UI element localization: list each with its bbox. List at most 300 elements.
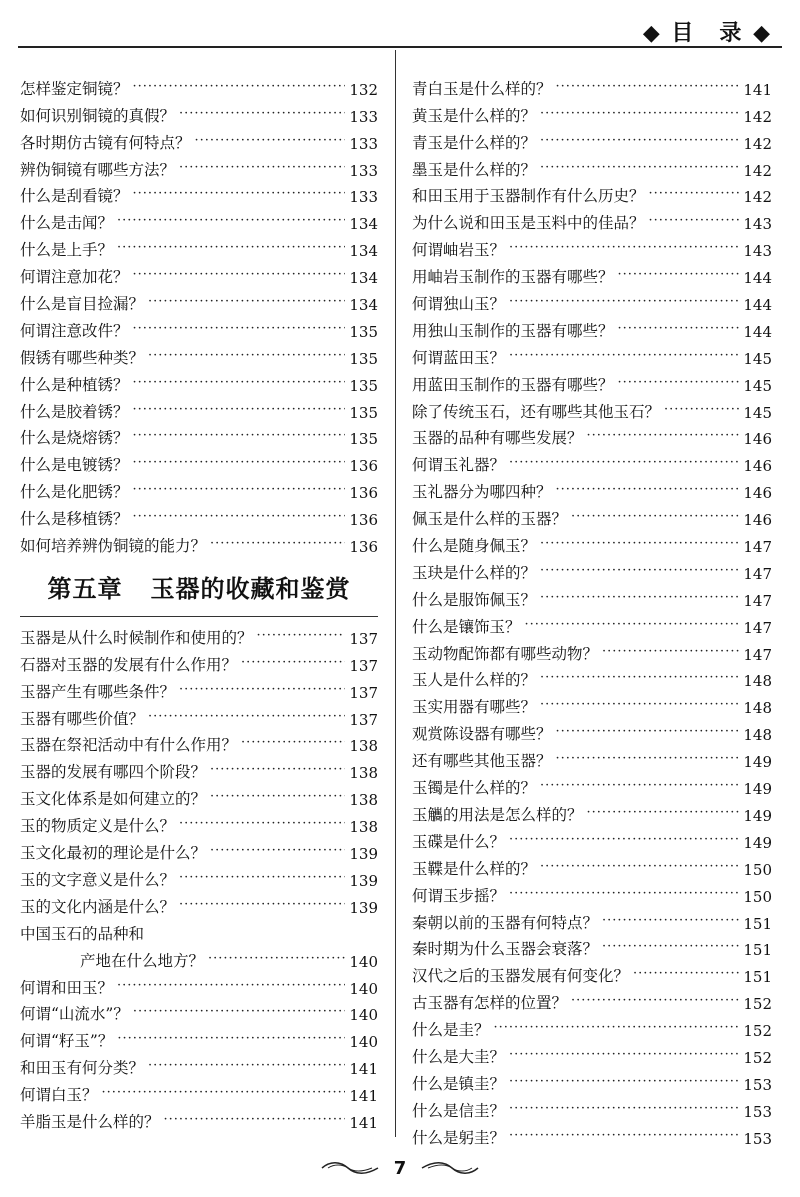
toc-entry-page: 134 — [349, 215, 378, 234]
toc-entry-title: 何谓和田玉？ — [20, 978, 114, 997]
toc-entry-page: 137 — [349, 656, 378, 675]
toc-entry-title: 何谓“山流水”？ — [20, 1005, 129, 1024]
toc-entry[interactable] — [412, 287, 772, 314]
toc-entry-title: 汉代之后的玉器发展有何变化？ — [412, 967, 630, 986]
toc-entry-page: 136 — [349, 484, 378, 503]
toc-entry-title: 什么是烧熔锈？ — [20, 429, 129, 448]
toc-entry[interactable] — [412, 744, 772, 771]
toc-leader-dots — [540, 697, 739, 717]
toc-leader-dots — [148, 348, 345, 368]
toc-leader-dots — [618, 321, 740, 341]
toc-entry-page: 147 — [743, 618, 772, 637]
toc-entry-title: 何谓“籽玉”？ — [20, 1032, 114, 1051]
toc-leader-dots — [556, 751, 740, 771]
toc-entry[interactable] — [20, 863, 378, 890]
toc-leader-dots — [257, 628, 346, 648]
toc-entry[interactable] — [412, 341, 772, 368]
toc-entry[interactable] — [412, 825, 772, 852]
toc-entry[interactable] — [412, 448, 772, 475]
chapter-title: 玉器的收藏和鉴赏 — [150, 574, 351, 603]
toc-leader-dots — [195, 133, 346, 153]
toc-leader-dots — [540, 160, 739, 180]
toc-entry-page: 144 — [743, 296, 772, 315]
toc-entry-title: 玉器的品种有哪些发展？ — [412, 429, 583, 448]
toc-entry[interactable] — [412, 475, 772, 502]
toc-entry-title: 什么是击闻？ — [20, 214, 114, 233]
toc-entry[interactable] — [412, 717, 772, 744]
toc-entry-page: 138 — [349, 818, 378, 837]
toc-entry-page: 151 — [743, 914, 772, 933]
toc-leader-dots — [571, 993, 739, 1013]
toc-entry-page: 148 — [743, 699, 772, 718]
page-footer — [0, 1153, 800, 1183]
toc-entry-page: 153 — [743, 1129, 772, 1148]
toc-entry[interactable] — [412, 1040, 772, 1067]
toc-entry[interactable] — [412, 879, 772, 906]
toc-leader-dots — [148, 294, 345, 314]
toc-entry[interactable] — [412, 771, 772, 798]
toc-entry[interactable] — [412, 529, 772, 556]
toc-entry-title: 什么是镇圭？ — [412, 1074, 506, 1093]
toc-entry[interactable] — [412, 99, 772, 126]
toc-entry-title: 玉的文字意义是什么？ — [20, 870, 176, 889]
toc-leader-dots — [179, 897, 345, 917]
toc-entry-title: 什么是盲目捡漏？ — [20, 295, 145, 314]
toc-leader-dots — [509, 832, 739, 852]
toc-leader-dots — [509, 294, 739, 314]
toc-entry[interactable] — [20, 998, 378, 1025]
toc-entry-page: 152 — [743, 995, 772, 1014]
toc-leader-dots — [633, 966, 739, 986]
toc-entry[interactable] — [20, 1078, 378, 1105]
toc-entry-page: 146 — [743, 430, 772, 449]
toc-entry-page: 138 — [349, 764, 378, 783]
toc-entry-title: 什么是镶饰玉？ — [412, 617, 521, 636]
toc-entry-page: 146 — [743, 484, 772, 503]
toc-entry-page: 141 — [349, 1060, 378, 1079]
toc-entry-title: 玉人是什么样的？ — [412, 671, 537, 690]
toc-entry-title: 如何培养辨伪铜镜的能力？ — [20, 537, 207, 556]
toc-entry[interactable] — [412, 368, 772, 395]
toc-entry-page: 133 — [349, 188, 378, 207]
toc-entry-page: 135 — [349, 322, 378, 341]
toc-leader-dots — [509, 1128, 739, 1148]
toc-right-column — [412, 72, 772, 1148]
toc-leader-dots — [540, 133, 739, 153]
toc-entry-page: 137 — [349, 629, 378, 648]
toc-entry[interactable] — [20, 648, 378, 675]
toc-entry-page: 144 — [743, 322, 772, 341]
toc-leader-dots — [179, 160, 345, 180]
toc-entry-page: 139 — [349, 845, 378, 864]
toc-entry-title: 玉器在祭祀活动中有什么作用？ — [20, 736, 238, 755]
toc-leader-dots — [618, 375, 740, 395]
toc-entry[interactable] — [20, 287, 378, 314]
toc-entry-title: 用独山玉制作的玉器有哪些？ — [412, 321, 614, 340]
toc-entry-title: 什么是刮看镜？ — [20, 187, 129, 206]
toc-entry-page: 142 — [743, 134, 772, 153]
toc-entry-title: 和田玉有何分类？ — [20, 1059, 145, 1078]
toc-entry-page: 135 — [349, 376, 378, 395]
toc-entry-title: 用蓝田玉制作的玉器有哪些？ — [412, 375, 614, 394]
toc-entry[interactable] — [412, 1067, 772, 1094]
toc-entry[interactable] — [20, 206, 378, 233]
toc-entry[interactable] — [412, 933, 772, 960]
toc-entry[interactable] — [20, 153, 378, 180]
toc-entry-title: 什么是种植锈？ — [20, 375, 129, 394]
toc-entry[interactable] — [412, 798, 772, 825]
toc-entry-page: 151 — [743, 968, 772, 987]
toc-entry-title: 何谓蓝田玉？ — [412, 348, 506, 367]
toc-entry-page: 136 — [349, 538, 378, 557]
toc-entry[interactable] — [20, 971, 378, 998]
toc-leader-dots — [133, 402, 346, 422]
toc-entry-title: 玉玦是什么样的？ — [412, 563, 537, 582]
right-ornament-icon — [420, 1161, 480, 1175]
toc-entry-page: 133 — [349, 161, 378, 180]
toc-leader-dots — [210, 789, 345, 809]
toc-entry[interactable] — [412, 72, 772, 99]
toc-leader-dots — [509, 1047, 739, 1067]
toc-entry[interactable] — [20, 395, 378, 422]
toc-leader-dots — [540, 106, 739, 126]
toc-entry[interactable] — [20, 72, 378, 99]
toc-entry[interactable] — [20, 675, 378, 702]
toc-entry-title: 什么是躬圭？ — [412, 1128, 506, 1147]
toc-leader-dots — [133, 267, 346, 287]
toc-entry-page: 141 — [349, 1087, 378, 1106]
toc-entry-title: 黄玉是什么样的？ — [412, 106, 537, 125]
toc-entry-title: 秦时期为什么玉器会衰落？ — [412, 940, 599, 959]
toc-entry[interactable] — [20, 836, 378, 863]
toc-entry-page: 145 — [743, 349, 772, 368]
toc-entry-page: 147 — [743, 564, 772, 583]
toc-entry-page: 135 — [349, 349, 378, 368]
toc-entry[interactable] — [412, 314, 772, 341]
toc-leader-dots — [164, 1112, 346, 1132]
toc-entry[interactable] — [412, 852, 772, 879]
toc-entry[interactable] — [20, 809, 378, 836]
toc-entry-page: 148 — [743, 726, 772, 745]
toc-entry-page: 140 — [349, 1033, 378, 1052]
toc-entry-page: 133 — [349, 107, 378, 126]
toc-entry-page: 144 — [743, 269, 772, 288]
toc-entry-split-line1[interactable] — [20, 917, 378, 944]
toc-left-column — [20, 72, 378, 1132]
toc-leader-dots — [241, 735, 345, 755]
toc-entry-page: 140 — [349, 979, 378, 998]
toc-entry[interactable] — [412, 180, 772, 207]
toc-left-top-list — [20, 72, 378, 556]
toc-leader-dots — [602, 644, 739, 664]
toc-entry-title: 什么是移植锈？ — [20, 510, 129, 529]
toc-entry[interactable] — [20, 755, 378, 782]
toc-leader-dots — [117, 1031, 345, 1051]
toc-entry-page: 147 — [743, 591, 772, 610]
toc-entry[interactable] — [412, 1121, 772, 1148]
toc-entry-page: 132 — [349, 80, 378, 99]
toc-entry[interactable] — [20, 448, 378, 475]
toc-entry[interactable] — [412, 422, 772, 449]
toc-leader-dots — [540, 859, 739, 879]
toc-leader-dots — [179, 870, 345, 890]
toc-entry-page: 142 — [743, 161, 772, 180]
toc-entry-page: 134 — [349, 296, 378, 315]
toc-entry-page: 143 — [743, 242, 772, 261]
toc-entry-page: 149 — [743, 806, 772, 825]
toc-leader-dots — [664, 402, 739, 422]
toc-entry-page: 146 — [743, 511, 772, 530]
toc-entry-page: 153 — [743, 1075, 772, 1094]
page-number: 7 — [393, 1157, 407, 1179]
toc-entry-page: 153 — [743, 1102, 772, 1121]
toc-leader-dots — [148, 1058, 345, 1078]
toc-leader-dots — [509, 1074, 739, 1094]
toc-entry-title: 何谓玉礼器？ — [412, 456, 506, 475]
toc-entry-title: 何谓岫岩玉？ — [412, 241, 506, 260]
toc-entry-page: 136 — [349, 457, 378, 476]
toc-entry[interactable] — [20, 702, 378, 729]
toc-entry[interactable] — [412, 1094, 772, 1121]
toc-entry[interactable] — [20, 314, 378, 341]
toc-entry[interactable] — [20, 233, 378, 260]
toc-entry[interactable] — [412, 233, 772, 260]
toc-entry-title: 什么是胶着锈？ — [20, 402, 129, 421]
toc-entry-page: 145 — [743, 403, 772, 422]
toc-entry-title: 如何识别铜镜的真假？ — [20, 106, 176, 125]
toc-entry[interactable] — [412, 153, 772, 180]
toc-entry[interactable] — [20, 621, 378, 648]
toc-leader-dots — [210, 536, 345, 556]
toc-leader-dots — [602, 939, 739, 959]
toc-entry-title: 玉鞢是什么样的？ — [412, 859, 537, 878]
toc-entry-title: 玉动物配饰都有哪些动物？ — [412, 644, 599, 663]
toc-entry-page: 141 — [349, 1113, 378, 1132]
toc-entry[interactable] — [20, 422, 378, 449]
toc-leader-dots — [509, 1101, 739, 1121]
toc-entry[interactable] — [20, 890, 378, 917]
toc-entry-title: 中国玉石的品种和 — [20, 924, 145, 943]
toc-entry-title: 墨玉是什么样的？ — [412, 160, 537, 179]
toc-entry[interactable] — [412, 906, 772, 933]
toc-entry-title: 玉碟是什么？ — [412, 832, 506, 851]
toc-leader-dots — [179, 682, 345, 702]
toc-entry-page: 145 — [743, 376, 772, 395]
toc-entry-page: 146 — [743, 457, 772, 476]
toc-entry-title: 假锈有哪些种类？ — [20, 348, 145, 367]
toc-leader-dots — [556, 724, 740, 744]
toc-entry-title: 玉文化最初的理论是什么？ — [20, 844, 207, 863]
toc-leader-dots — [540, 670, 739, 690]
toc-entry-split-line2[interactable] — [20, 944, 378, 971]
toc-entry-title: 玉礼器分为哪四种？ — [412, 483, 552, 502]
toc-entry-title: 玉器的发展有哪四个阶段？ — [20, 763, 207, 782]
toc-entry[interactable] — [20, 260, 378, 287]
toc-entry-title: 用岫岩玉制作的玉器有哪些？ — [412, 268, 614, 287]
toc-entry[interactable] — [412, 556, 772, 583]
toc-entry[interactable] — [20, 126, 378, 153]
page-header — [18, 14, 782, 48]
toc-leader-dots — [179, 816, 345, 836]
toc-entry-title: 石器对玉器的发展有什么作用？ — [20, 655, 238, 674]
toc-leader-dots — [587, 805, 740, 825]
toc-entry-title: 怎样鉴定铜镜？ — [20, 79, 129, 98]
toc-entry-page: 142 — [743, 107, 772, 126]
toc-entry-title: 玉文化体系是如何建立的？ — [20, 790, 207, 809]
toc-entry[interactable] — [20, 502, 378, 529]
toc-entry-page: 147 — [743, 645, 772, 664]
toc-entry-title: 何谓白玉？ — [20, 1086, 98, 1105]
toc-entry-title: 什么是圭？ — [412, 1021, 490, 1040]
toc-leader-dots — [210, 843, 345, 863]
toc-entry[interactable] — [412, 206, 772, 233]
toc-entry-title: 产地在什么地方？ — [80, 951, 205, 970]
toc-entry-title: 玉器是从什么时候制作和使用的？ — [20, 628, 253, 647]
toc-leader-dots — [540, 778, 739, 798]
toc-leader-dots — [210, 762, 345, 782]
header-title: ◆ 目 录 ◆ — [642, 21, 772, 46]
toc-entry[interactable] — [412, 583, 772, 610]
toc-leader-dots — [540, 536, 739, 556]
toc-entry[interactable] — [412, 502, 772, 529]
toc-entry-title: 除了传统玉石，还有哪些其他玉石？ — [412, 402, 661, 421]
toc-leader-dots — [133, 79, 346, 99]
toc-right-list — [412, 72, 772, 1148]
toc-entry[interactable] — [20, 99, 378, 126]
toc-entry-page: 134 — [349, 269, 378, 288]
toc-entry-page: 147 — [743, 538, 772, 557]
toc-entry[interactable] — [412, 690, 772, 717]
toc-entry[interactable] — [20, 1024, 378, 1051]
toc-leader-dots — [571, 509, 739, 529]
toc-entry-title: 羊脂玉是什么样的？ — [20, 1112, 160, 1131]
toc-entry-page: 137 — [349, 683, 378, 702]
toc-entry[interactable] — [20, 782, 378, 809]
toc-leader-dots — [133, 1004, 346, 1024]
toc-entry-title: 各时期仿古镜有何特点？ — [20, 133, 191, 152]
toc-entry-title: 什么是电镀锈？ — [20, 456, 129, 475]
toc-entry[interactable] — [20, 529, 378, 556]
toc-entry-page: 149 — [743, 833, 772, 852]
toc-entry-title: 什么是随身佩玉？ — [412, 537, 537, 556]
toc-leader-dots — [133, 375, 346, 395]
toc-entry[interactable] — [412, 637, 772, 664]
toc-leader-dots — [649, 213, 740, 233]
toc-entry[interactable] — [20, 341, 378, 368]
toc-entry-page: 135 — [349, 430, 378, 449]
toc-entry-title: 玉的文化内涵是什么？ — [20, 897, 176, 916]
toc-entry-page: 140 — [349, 1006, 378, 1025]
toc-entry-title: 和田玉用于玉器制作有什么历史？ — [412, 187, 645, 206]
toc-leader-dots — [148, 709, 345, 729]
toc-entry[interactable] — [412, 986, 772, 1013]
toc-entry-page: 135 — [349, 403, 378, 422]
toc-leader-dots — [587, 428, 740, 448]
toc-entry-title: 青白玉是什么样的？ — [412, 79, 552, 98]
toc-entry-title: 青玉是什么样的？ — [412, 133, 537, 152]
toc-entry-page: 134 — [349, 242, 378, 261]
toc-leader-dots — [117, 240, 345, 260]
toc-leader-dots — [133, 321, 346, 341]
toc-entry-title: 何谓独山玉？ — [412, 295, 506, 314]
toc-entry-title: 玉器产生有哪些条件？ — [20, 682, 176, 701]
toc-entry-page: 152 — [743, 1048, 772, 1067]
toc-entry-title: 何谓注意加花？ — [20, 268, 129, 287]
toc-entry[interactable] — [412, 664, 772, 691]
toc-leader-dots — [540, 590, 739, 610]
toc-entry-title: 什么是大圭？ — [412, 1047, 506, 1066]
toc-entry-page: 148 — [743, 672, 772, 691]
toc-entry[interactable] — [412, 959, 772, 986]
toc-entry-page: 142 — [743, 188, 772, 207]
toc-entry[interactable] — [20, 1051, 378, 1078]
toc-entry[interactable] — [412, 1013, 772, 1040]
toc-entry-title: 为什么说和田玉是玉料中的佳品？ — [412, 214, 645, 233]
toc-entry-page: 140 — [349, 952, 378, 971]
toc-leader-dots — [556, 79, 740, 99]
toc-leader-dots — [509, 348, 739, 368]
toc-leader-dots — [179, 106, 345, 126]
toc-entry[interactable] — [20, 180, 378, 207]
toc-entry[interactable] — [20, 475, 378, 502]
toc-entry-title: 玉的物质定义是什么？ — [20, 817, 176, 836]
toc-entry-page: 138 — [349, 737, 378, 756]
toc-entry[interactable] — [412, 260, 772, 287]
toc-entry-page: 136 — [349, 511, 378, 530]
toc-entry-page: 141 — [743, 80, 772, 99]
toc-leader-dots — [133, 428, 346, 448]
toc-entry[interactable] — [20, 729, 378, 756]
toc-entry[interactable] — [20, 1105, 378, 1132]
toc-leader-dots — [602, 913, 739, 933]
toc-entry[interactable] — [20, 368, 378, 395]
toc-entry-title: 什么是上手？ — [20, 241, 114, 260]
toc-leader-dots — [133, 482, 346, 502]
toc-entry-title: 何谓注意改件？ — [20, 321, 129, 340]
toc-entry-title: 玉镯是什么样的？ — [412, 779, 537, 798]
toc-entry-page: 143 — [743, 215, 772, 234]
toc-leader-dots — [241, 655, 345, 675]
toc-entry-title: 还有哪些其他玉器？ — [412, 752, 552, 771]
toc-leader-dots — [117, 213, 345, 233]
toc-entry[interactable] — [412, 395, 772, 422]
toc-leader-dots — [509, 886, 739, 906]
toc-leader-dots — [540, 563, 739, 583]
toc-entry-title: 辨伪铜镜有哪些方法？ — [20, 160, 176, 179]
toc-leader-dots — [494, 1020, 740, 1040]
toc-entry-title: 古玉器有怎样的位置？ — [412, 994, 568, 1013]
toc-entry-title: 什么是信圭？ — [412, 1101, 506, 1120]
toc-leader-dots — [618, 267, 740, 287]
chapter-number: 第五章 — [47, 574, 123, 603]
toc-leader-dots — [117, 978, 345, 998]
left-ornament-icon — [320, 1161, 380, 1175]
toc-entry-title: 玉觿的用法是怎么样的？ — [412, 805, 583, 824]
toc-entry-page: 150 — [743, 887, 772, 906]
toc-left-bottom-list — [20, 621, 378, 917]
toc-leader-dots — [509, 240, 739, 260]
toc-entry-title: 秦朝以前的玉器有何特点？ — [412, 913, 599, 932]
toc-entry-title: 什么是化肥锈？ — [20, 483, 129, 502]
toc-entry[interactable] — [412, 126, 772, 153]
toc-entry-page: 138 — [349, 791, 378, 810]
toc-leader-dots — [133, 509, 346, 529]
toc-leader-dots — [208, 951, 345, 971]
toc-leader-dots — [509, 455, 739, 475]
toc-entry[interactable] — [412, 610, 772, 637]
toc-entry-title: 观赏陈设器有哪些？ — [412, 725, 552, 744]
toc-entry-page: 152 — [743, 1022, 772, 1041]
